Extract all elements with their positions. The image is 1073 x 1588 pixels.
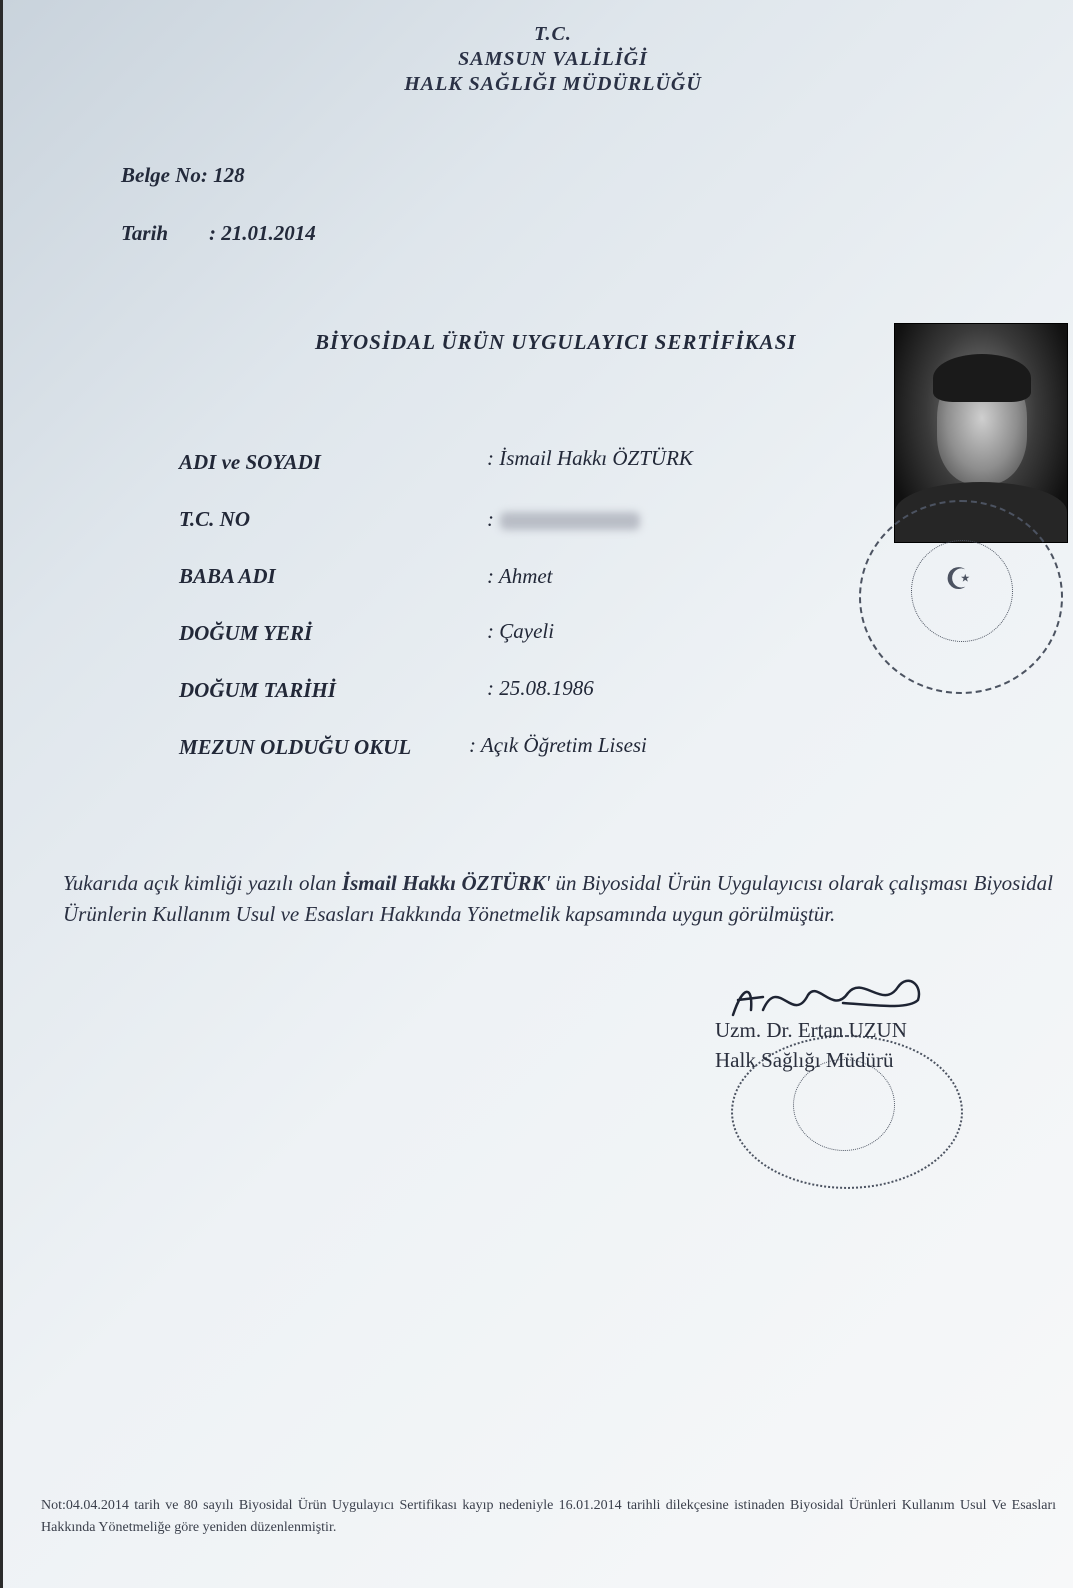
field-tcno-value: : (487, 507, 494, 531)
date-label: Tarih (121, 221, 169, 245)
header-governorship: SAMSUN VALİLİĞİ (458, 48, 648, 70)
field-birthplace-label: DOĞUM YERİ (179, 621, 313, 645)
header-block (363, 22, 743, 97)
statement-name: İsmail Hakkı ÖZTÜRK (341, 871, 546, 895)
signer-title: Halk Sağlığı Müdürü (715, 1048, 894, 1072)
redacted-id-blur (500, 512, 640, 530)
field-tcno-row (487, 507, 640, 532)
field-name-value: : İsmail Hakkı ÖZTÜRK (487, 446, 693, 470)
field-father-label: BABA ADI (179, 564, 276, 588)
field-birthdate-value: : 25.08.1986 (487, 676, 594, 700)
field-birthplace-value: : Çayeli (487, 619, 555, 643)
field-school-label: MEZUN OLDUĞU OKUL (179, 735, 412, 759)
field-father-value: : Ahmet (487, 564, 553, 588)
statement-part1: Yukarıda açık kimliği yazılı olan (63, 871, 342, 895)
photo-hair (933, 354, 1031, 402)
crescent-star-icon: ☪ (945, 562, 972, 597)
footer-note: Not:04.04.2014 tarih ve 80 sayılı Biyosidal Ürün Uygulayıcı Sertifikası kayıp nedeniyle 16.01.2014 tarihli dilekçesine istinaden Biyosidal Ürünleri Kullanım Usul Ve Esasları Hakkında Yönetmeliğe göre yeniden düzenlenmiştir. (41, 1498, 1056, 1535)
field-tcno-label: T.C. NO (179, 507, 250, 531)
field-school-value: : Açık Öğretim Lisesi (469, 733, 647, 757)
signer-name: Uzm. Dr. Ertan UZUN (715, 1018, 907, 1042)
signer-block (715, 1015, 907, 1075)
header-directorate: HALK SAĞLIĞI MÜDÜRLÜĞÜ (404, 73, 702, 95)
field-birthdate-label: DOĞUM TARİHİ (179, 678, 336, 702)
document-date-row (121, 221, 316, 246)
date-value: : 21.01.2014 (209, 221, 316, 245)
document-number: Belge No: 128 (121, 163, 245, 187)
statement-part2: ' ün Biyosidal Ürün Uygulayıcısı olarak çalışması Biyosidal Ürünlerin Kullanım Usul ve Esasları Hakkında Yönetmelik kapsamında uygun görülmüştür. (63, 871, 1053, 926)
certificate-statement (63, 868, 1053, 930)
header-tc: T.C. (534, 23, 572, 45)
field-name-label: ADI ve SOYADI (179, 450, 321, 474)
photo-seal-stamp (859, 500, 1063, 694)
certificate-title: BİYOSİDAL ÜRÜN UYGULAYICI SERTİFİKASI (315, 330, 797, 354)
